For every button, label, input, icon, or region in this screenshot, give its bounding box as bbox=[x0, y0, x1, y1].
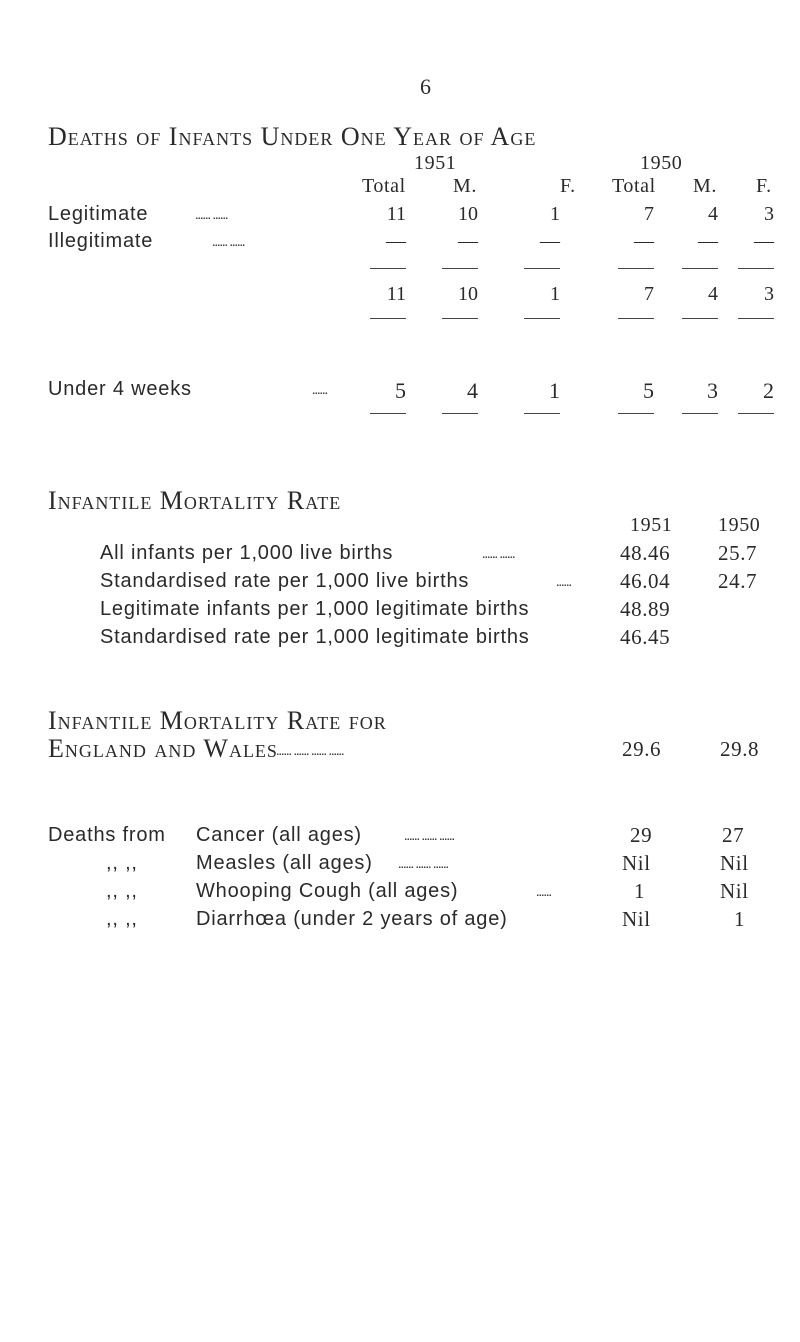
deaths-cancer-1950: 27 bbox=[722, 823, 745, 847]
leader-dots: ...... ...... ...... ...... bbox=[276, 744, 344, 759]
cell-legit-total-1951: 11 bbox=[386, 203, 406, 225]
section-title-england-wales-line1: Infantile Mortality Rate for bbox=[48, 706, 387, 735]
cell-legit-m-1951: 10 bbox=[458, 203, 478, 225]
deaths-diarrhoea-1951: Nil bbox=[622, 907, 651, 931]
leader-dots: ...... ...... ...... bbox=[398, 857, 448, 872]
under4-m-1951: 4 bbox=[467, 378, 478, 403]
year-1950-header: 1950 bbox=[640, 152, 683, 174]
deaths-label-diarrhoea: Diarrhœa (under 2 years of age) bbox=[196, 908, 508, 930]
under4-total-1950: 5 bbox=[643, 378, 654, 403]
cell-illegit-total-1951: — bbox=[386, 230, 406, 252]
cell-legit-m-1950: 4 bbox=[708, 203, 718, 225]
deaths-label-whooping-cough: Whooping Cough (all ages) bbox=[196, 880, 459, 902]
ditto-marks: ,, ,, bbox=[106, 908, 138, 930]
rate-year-1950-header: 1950 bbox=[718, 514, 761, 536]
cell-legit-total-1950: 7 bbox=[644, 203, 654, 225]
deaths-diarrhoea-1950: 1 bbox=[734, 907, 746, 931]
row-label-legitimate: Legitimate bbox=[48, 203, 149, 225]
rate-year-1951-header: 1951 bbox=[630, 514, 673, 536]
rule bbox=[524, 413, 560, 414]
leader-dots: ...... ...... ...... bbox=[404, 829, 454, 844]
leader-dots: ...... ...... bbox=[195, 208, 228, 223]
page-number: 6 bbox=[420, 74, 431, 99]
total-all-1950: 7 bbox=[644, 283, 654, 305]
section-title-infant-deaths: Deaths of Infants Under One Year of Age bbox=[48, 122, 537, 151]
rule bbox=[370, 318, 406, 319]
col-m-1951: M. bbox=[453, 175, 477, 197]
deaths-whooping-cough-1950: Nil bbox=[720, 879, 749, 903]
cell-legit-f-1950: 3 bbox=[764, 203, 774, 225]
cell-legit-f-1951: 1 bbox=[550, 203, 560, 225]
under4-f-1950: 2 bbox=[763, 378, 774, 403]
rule bbox=[682, 268, 718, 269]
rate-all-infants-1950: 25.7 bbox=[718, 541, 758, 565]
deaths-whooping-cough-1951: 1 bbox=[634, 879, 646, 903]
year-1951-header: 1951 bbox=[414, 152, 457, 174]
rate-standardised-live-1951: 46.04 bbox=[620, 569, 671, 593]
england-wales-rate-1951: 29.6 bbox=[622, 737, 662, 761]
rule bbox=[524, 268, 560, 269]
leader-dots: ...... ...... bbox=[212, 235, 245, 250]
total-f-1951: 1 bbox=[550, 283, 560, 305]
rule bbox=[442, 268, 478, 269]
col-f-1951: F. bbox=[560, 175, 576, 197]
under4-total-1951: 5 bbox=[395, 378, 406, 403]
col-f-1950: F. bbox=[756, 175, 772, 197]
rate-standardised-live-1950: 24.7 bbox=[718, 569, 758, 593]
section-title-england-wales-line2: England and Wales bbox=[48, 734, 278, 763]
rule bbox=[738, 268, 774, 269]
deaths-measles-1950: Nil bbox=[720, 851, 749, 875]
total-m-1950: 4 bbox=[708, 283, 718, 305]
deaths-from-prefix: Deaths from bbox=[48, 824, 166, 846]
cell-illegit-m-1950: — bbox=[698, 230, 718, 252]
rule bbox=[738, 413, 774, 414]
rate-label-legitimate: Legitimate infants per 1,000 legitimate births bbox=[100, 598, 530, 620]
ditto-marks: ,, ,, bbox=[106, 880, 138, 902]
total-f-1950: 3 bbox=[764, 283, 774, 305]
rate-legitimate-1951: 48.89 bbox=[620, 597, 671, 621]
cell-illegit-total-1950: — bbox=[634, 230, 654, 252]
cell-illegit-m-1951: — bbox=[458, 230, 478, 252]
rule bbox=[618, 268, 654, 269]
leader-dots: ...... bbox=[312, 383, 327, 398]
rate-label-standardised-legitimate: Standardised rate per 1,000 legitimate births bbox=[100, 626, 530, 648]
rule bbox=[370, 413, 406, 414]
section-title-infantile-mortality-rate: Infantile Mortality Rate bbox=[48, 486, 342, 515]
row-label-illegitimate: Illegitimate bbox=[48, 230, 154, 252]
rule bbox=[682, 413, 718, 414]
rule bbox=[370, 268, 406, 269]
rule bbox=[524, 318, 560, 319]
deaths-measles-1951: Nil bbox=[622, 851, 651, 875]
rate-standardised-legitimate-1951: 46.45 bbox=[620, 625, 671, 649]
rate-all-infants-1951: 48.46 bbox=[620, 541, 671, 565]
col-m-1950: M. bbox=[693, 175, 717, 197]
under4-m-1950: 3 bbox=[707, 378, 718, 403]
total-m-1951: 10 bbox=[458, 283, 478, 305]
rule bbox=[618, 413, 654, 414]
col-total-1950: Total bbox=[612, 175, 656, 197]
england-wales-rate-1950: 29.8 bbox=[720, 737, 760, 761]
leader-dots: ...... bbox=[536, 885, 551, 900]
leader-dots: ...... ...... bbox=[482, 547, 515, 562]
under4-f-1951: 1 bbox=[549, 378, 560, 403]
deaths-cancer-1951: 29 bbox=[630, 823, 653, 847]
rate-label-standardised-live: Standardised rate per 1,000 live births bbox=[100, 570, 470, 592]
leader-dots: ...... bbox=[556, 575, 571, 590]
rate-label-all-infants: All infants per 1,000 live births bbox=[100, 542, 394, 564]
ditto-marks: ,, ,, bbox=[106, 852, 138, 874]
deaths-label-cancer: Cancer (all ages) bbox=[196, 824, 362, 846]
total-all-1951: 11 bbox=[386, 283, 406, 305]
cell-illegit-f-1950: — bbox=[754, 230, 774, 252]
cell-illegit-f-1951: — bbox=[540, 230, 560, 252]
col-total-1951: Total bbox=[362, 175, 406, 197]
rule bbox=[442, 413, 478, 414]
row-label-under-4-weeks: Under 4 weeks bbox=[48, 378, 192, 400]
rule bbox=[442, 318, 478, 319]
deaths-label-measles: Measles (all ages) bbox=[196, 852, 373, 874]
rule bbox=[738, 318, 774, 319]
rule bbox=[618, 318, 654, 319]
rule bbox=[682, 318, 718, 319]
